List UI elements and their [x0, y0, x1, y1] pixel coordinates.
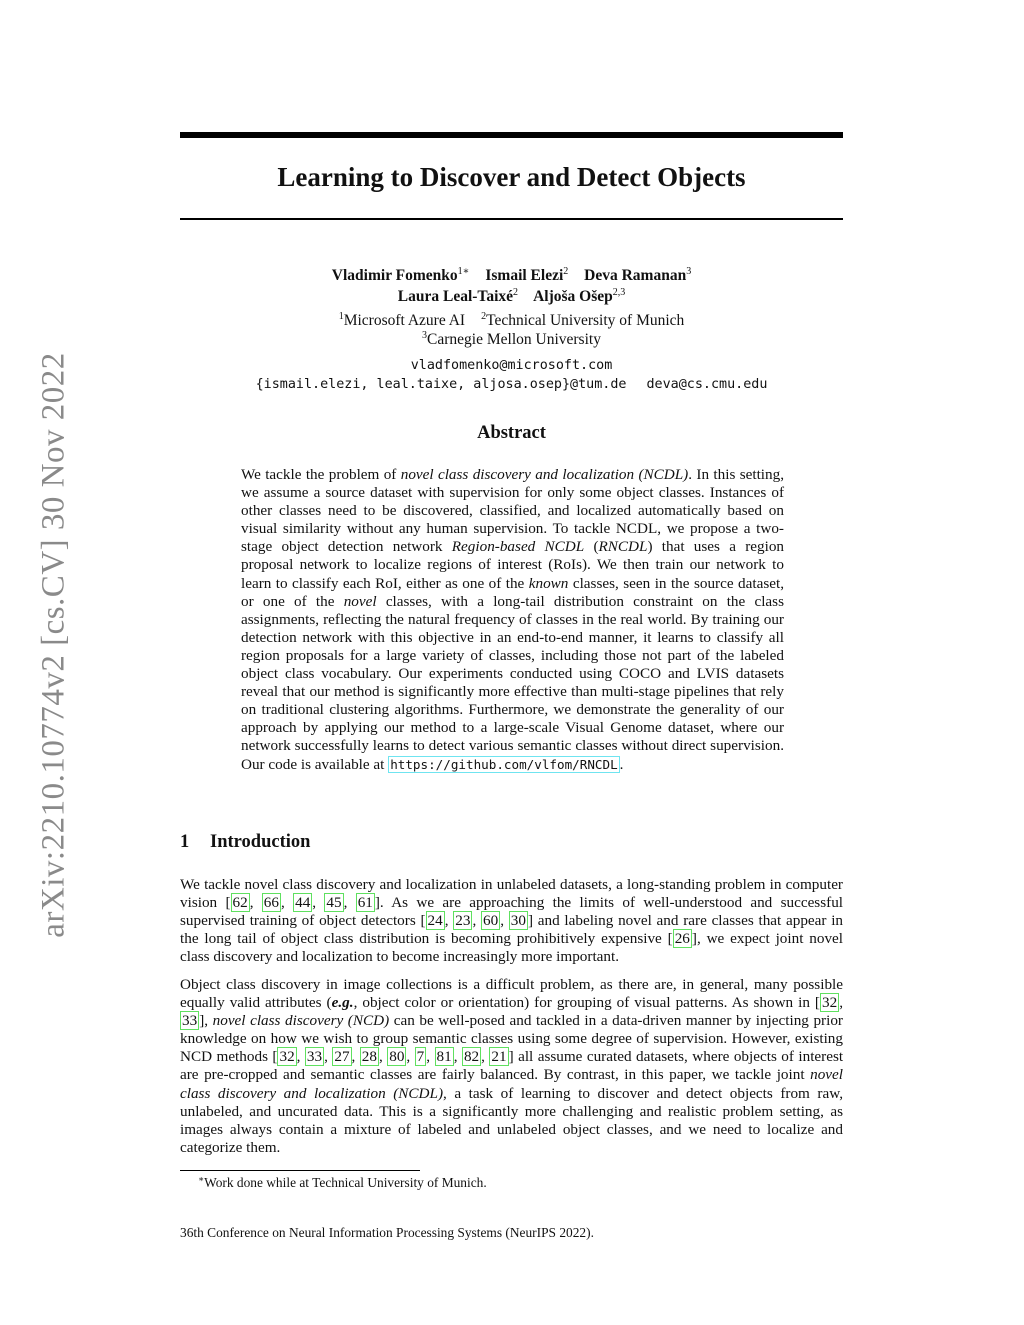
citation-link[interactable]: 61 [357, 894, 373, 912]
affiliation-line-1 [180, 311, 843, 330]
abstract-emphasis: known [528, 574, 569, 592]
section-heading-introduction [180, 832, 310, 853]
paragraph-text: Object class discovery in image collections is a difficult problem, as there are, in general, many possible equally valid attributes ( [180, 976, 843, 1012]
email-address: deva@cs.cmu.edu [646, 377, 768, 392]
intro-paragraph-2: Object class discovery in image collections is a difficult problem, as there are, in general, many possible equally valid attributes (e.g., object color or orientation) for grouping of visual patterns. As shown in [ 32 , 33 ], novel class discovery (NCD) can be well-posed and tackled in a data-driven manner by injecting prior knowledge on how we wish to group semantic classes using some degree of supervision. However, existing NCD methods [ 32 , 33 , 27 , 28 , 80 , 7 , 81 , 82 , 21 ] all assume curated datasets, where objects of interest are pre-cropped and semantic classes are fairly balanced. By contrast, in this paper, we tackle joint novel class discovery and localization (NCDL), a task of learning to discover and detect objects from raw, unlabeled, and uncurated data. This is a significantly more challenging and realistic problem setting, as images always contain a mixture of labeled and unlabeled object classes, and we need to localize and categorize them. [180, 976, 844, 1156]
citation-link[interactable]: 80 [389, 1048, 405, 1066]
paragraph-emphasis: novel class discovery and localization (NCDL) [180, 1066, 843, 1102]
citation-link[interactable]: 60 [483, 912, 499, 930]
abstract-text: classes, with a long-tail distribution constraint on the class assignments, reflecting the natural frequency of classes in the real world. By training our detection network with this objective in an end-to-end manner, it learns to classify all region proposals for a large variety of classes, including those not part of the labeled object class vocabulary. Our experiments conducted using COCO and LVIS datasets reveal that our method is significantly more effective than multi-stage pipelines that rely on traditional clustering algorithms. Furthermore, we demonstrate the generality of our approach by applying our method to a large-scale Visual Genome dataset, where our network successfully learns to detect various semantic classes without direct supervision. Our code is available at [241, 592, 784, 773]
abstract-emphasis: RNCDL [598, 538, 648, 556]
citation-link[interactable]: 27 [334, 1048, 350, 1066]
author-affiliation-mark: 2 [513, 287, 519, 298]
intro-paragraph-1: We tackle novel class discovery and localization in unlabeled datasets, a long-standing problem in computer vision [ 62 , 66 , 44 , 45 , 61 ]. As we are approaching the limits of well-understood and successful supervised training of object detectors [ 24 , 23 , 60 , 30 ] and labeling novel and rare classes that appear in the long tail of object class distribution is becoming prohibitively expensive [ 26 ], we expect joint novel class discovery and localization to become increasingly more important. [180, 876, 844, 966]
citation-link[interactable]: 32 [279, 1048, 295, 1066]
affiliation-mark: 2 [481, 311, 487, 322]
affiliation-name: Carnegie Mellon University [427, 331, 601, 348]
citation-link[interactable]: 28 [361, 1048, 377, 1066]
title-top-rule [180, 132, 843, 138]
citation-link[interactable]: 33 [182, 1012, 198, 1030]
abstract-text: classes, seen in the source dataset, or one of the [241, 574, 784, 610]
paragraph-text: ]. As we are approaching the limits of well-understood and successful supervised training of object detectors [ [180, 894, 844, 930]
author-list [180, 265, 843, 307]
section-number: 1 [180, 832, 190, 852]
abstract-emphasis: Region-based NCDL [451, 538, 585, 556]
citation-link[interactable]: 23 [455, 912, 471, 930]
paper-title: Learning to Discover and Detect Objects [277, 162, 746, 192]
affiliation-mark: 1 [338, 311, 344, 322]
footnote [198, 1175, 487, 1191]
author-affiliation-mark: 2,3 [612, 287, 626, 298]
author-line-1 [180, 265, 843, 286]
citation-link[interactable]: 33 [306, 1048, 323, 1066]
citation-link[interactable]: 44 [295, 894, 311, 912]
abstract-emphasis: novel class discovery and localization (NCDL) [400, 466, 689, 483]
affiliations [180, 311, 843, 349]
abstract-emphasis: novel [343, 592, 377, 610]
paragraph-text: ] and labeling novel and rare classes that appear in the long tail of object class distribution is becoming prohibitively expensive [ [180, 912, 844, 948]
affiliation-name: Technical University of Munich [486, 312, 685, 329]
affiliation-name: Microsoft Azure AI [343, 312, 466, 329]
citation-link[interactable]: 21 [491, 1048, 507, 1066]
paragraph-emphasis: e.g. [331, 994, 354, 1012]
paragraph-text: ] all assume curated datasets, where objects of interest are pre-cropped and semantic classes are fairly balanced. By contrast, in this paper, we tackle joint [180, 1048, 844, 1084]
citation-link[interactable]: 82 [463, 1048, 480, 1066]
conference-venue: 36th Conference on Neural Information Processing Systems (NeurIPS 2022). [180, 1225, 594, 1240]
paragraph-text: , a task of learning to discover and detect objects from raw, unlabeled, and uncurated data. This is a significantly more challenging and realistic problem setting, as images always contain a mixture of labeled and unlabeled object classes, and we need to localize and categorize them. [180, 1084, 843, 1156]
arxiv-identifier-text: arXiv:2210.10774v2 [cs.CV] 30 Nov 2022 [35, 352, 72, 938]
abstract-text: We tackle the problem of [241, 466, 401, 483]
paragraph-text: We tackle novel class discovery and localization in unlabeled datasets, a long-standing problem in computer vision [ [180, 876, 843, 912]
abstract-text: . In this setting, we assume a source dataset with supervision for only some object classes. Instances of other classes need to be discovered, classified, and localized automatically based on visual similarity without any human supervision. To tackle NCDL, we propose a two-stage object detection network [241, 466, 785, 556]
abstract-text: . [619, 755, 624, 773]
footnote-rule [180, 1170, 420, 1171]
citation-link[interactable]: 24 [427, 912, 443, 930]
citation-link[interactable]: 32 [822, 994, 838, 1012]
citation-link[interactable]: 7 [416, 1048, 425, 1066]
citation-link[interactable]: 62 [232, 894, 248, 912]
title-bottom-rule [180, 218, 843, 220]
author-name: Ismail Elezi [485, 267, 564, 284]
citation-link[interactable]: 30 [510, 912, 526, 930]
abstract-body [241, 466, 784, 774]
abstract-text: ( [584, 538, 599, 556]
footnote-text: Work done while at Technical University of Munich. [204, 1175, 487, 1190]
section-title: Introduction [210, 832, 311, 852]
citation-link[interactable]: 81 [436, 1048, 452, 1066]
author-name: Deva Ramanan [584, 267, 687, 284]
footnote-mark: ∗ [198, 1174, 205, 1184]
email-address: {ismail.elezi, leal.taixe, aljosa.osep}@tum.de [255, 377, 627, 392]
author-name: Aljoša Ošep [533, 288, 613, 305]
author-affiliation-mark: 1∗ [457, 266, 470, 277]
paragraph-text: can be well-posed and tackled in a data-driven manner by injecting prior knowledge on how we wish to group semantic classes using some degree of supervision. However, existing NCD methods [ [180, 1012, 843, 1066]
abstract-heading: Abstract [477, 423, 546, 443]
author-line-2 [180, 286, 843, 307]
author-name: Laura Leal-Taixé [397, 288, 514, 305]
affiliation-line-2 [180, 330, 843, 349]
citation-link[interactable]: 26 [674, 930, 690, 948]
paragraph-text: ], we expect joint novel class discovery and localization to become increasingly more important. [180, 930, 844, 966]
affiliation-mark: 3 [422, 330, 428, 341]
paragraph-text: ], [199, 1012, 213, 1030]
author-name: Vladimir Fomenko [331, 267, 458, 284]
paragraph-text: , object color or orientation) for grouping of visual patterns. As shown in [ [353, 994, 820, 1012]
author-emails [180, 356, 843, 394]
author-affiliation-mark: 2 [563, 266, 569, 277]
author-affiliation-mark: 3 [686, 266, 692, 277]
abstract-text: ) that uses a region proposal network to localize regions of interest (RoIs). We then train our network to learn to classify each RoI, either as one of the [241, 538, 785, 592]
email-address: vladfomenko@microsoft.com [410, 358, 613, 373]
citation-link[interactable]: 66 [263, 894, 279, 912]
code-repository-link[interactable]: https://github.com/vlfom/RNCDL [390, 756, 618, 772]
paragraph-emphasis: novel class discovery (NCD) [212, 1012, 390, 1030]
citation-link[interactable]: 45 [326, 894, 342, 912]
